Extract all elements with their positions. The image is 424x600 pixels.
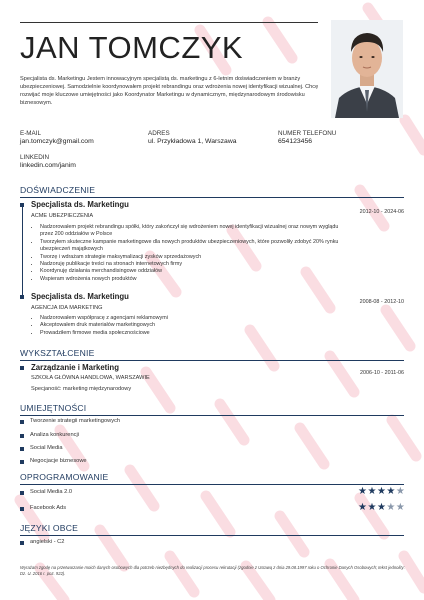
languages-rule [20, 535, 404, 536]
profile-photo [331, 20, 403, 118]
duty-item: • Wspieram wdrożenia nowych produktów [40, 276, 340, 283]
star-filled-icon: ★ [367, 502, 377, 513]
star-empty-icon: ★ [395, 502, 406, 513]
star-empty-icon: ★ [386, 502, 396, 513]
job-marker [20, 295, 24, 299]
skills-rule [20, 415, 404, 416]
skill-item: Social Media [30, 445, 63, 451]
education-marker [20, 366, 24, 370]
software-marker [20, 491, 24, 495]
email-label: E-MAIL [20, 130, 41, 137]
star-filled-icon: ★ [386, 486, 396, 497]
software-marker [20, 507, 24, 511]
software-heading: OPROGRAMOWANIE [20, 472, 109, 482]
job-company: AGENCJA IDA MARKETING [31, 305, 103, 311]
experience-heading: DOŚWIADCZENIE [20, 185, 96, 195]
job-dates: 2012-10 - 2024-06 [359, 209, 404, 215]
skill-marker [20, 460, 24, 464]
contact-address [148, 130, 237, 146]
education-title: Zarządzanie i Marketing [31, 363, 119, 372]
software-rule [20, 484, 404, 485]
education-school: SZKOŁA GŁÓWNA HANDLOWA, WARSZAWIE [31, 375, 150, 381]
phone-value[interactable]: 654123456 [278, 138, 313, 145]
job-company: ACME UBEZPIECZENIA [31, 213, 94, 219]
contact-linkedin [20, 154, 76, 170]
job-title: Specjalista ds. Marketingu [31, 292, 129, 301]
duty-item: • Nadzoruję publikacje treści na stronach internetowych firmy [40, 261, 340, 268]
contact-email [20, 130, 94, 146]
job-marker [20, 203, 24, 207]
education-specialty: Specjaność: marketing międzynarodowy [31, 386, 132, 392]
duty-item: • Prowadziłem firmowe media społecznościowe [40, 330, 340, 337]
language-item: angielski - C2 [30, 539, 65, 545]
software-item: Facebook Ads [30, 505, 67, 511]
languages-heading: JĘZYKI OBCE [20, 523, 79, 533]
candidate-name: JAN TOMCZYK [20, 30, 244, 65]
job-duties [31, 224, 340, 283]
star-filled-icon: ★ [358, 502, 368, 513]
address-label: ADRES [148, 130, 170, 137]
profile-summary: Specjalista ds. Marketingu Jestem innowacyjnym specjalistą ds. marketingu z 6-letnim doświadczeniem w branży ubezpieczeniowej. Samodzielnie koordynowałem projekt rebrandingu oraz wdrożenia nowej identyfikacji wizualnej. Chcę rozwijać moje kluczowe umiejętności jako Koordynator Marketingu w dynamicznym, międzynarodowym środowisku biznesowym. [20, 76, 319, 106]
address-value: ul. Przykładowa 1, Warszawa [148, 138, 237, 145]
contact-phone [278, 130, 336, 146]
gdpr-consent-clause: Wyrażam zgodę na przetwarzanie moich danych osobowych dla potrzeb niezbędnych do realizacji procesu rekrutacji (zgodnie z Ustawą z dnia 29.08.1997 roku o Ochronie Danych Osobowych; tekst jednolity: Dz. U. 2016 r. poz. 922). [20, 565, 405, 576]
duty-item: • Nadzorowałem współpracę z agencjami reklamowymi [40, 315, 340, 322]
linkedin-value[interactable]: linkedin.com/janim [20, 162, 76, 169]
experience-rule [20, 197, 404, 198]
star-filled-icon: ★ [358, 486, 368, 497]
phone-label: NUMER TELEFONU [278, 130, 337, 137]
star-filled-icon: ★ [376, 486, 387, 497]
education-dates: 2006-10 - 2011-06 [360, 370, 404, 376]
job-title: Specjalista ds. Marketingu [31, 200, 129, 209]
job-duties [31, 315, 340, 337]
duty-item: • Nadzorowałem projekt rebrandingu spółki, który zakończył się wdrożeniem nowej identyfikacji wizualnej oraz nowym wyglądu przez 200 oddziałów w Polsce [40, 224, 340, 239]
duty-item: • Akceptowałem druk materiałów marketingowych [40, 322, 340, 329]
skills-heading: UMIEJĘTNOŚCI [20, 403, 87, 413]
skill-marker [20, 447, 24, 451]
job-dates: 2008-08 - 2012-10 [359, 299, 404, 305]
software-rating [358, 487, 405, 497]
linkedin-label: LINKEDIN [20, 154, 50, 161]
star-filled-icon: ★ [376, 502, 387, 513]
timeline-line [22, 204, 23, 296]
skill-item: Tworzenie strategii marketingowych [30, 418, 121, 424]
skill-item: Analiza konkurencji [30, 432, 80, 438]
top-rule [20, 22, 318, 23]
education-rule [20, 360, 404, 361]
skill-marker [20, 420, 24, 424]
skill-item: Negocjacje biznesowe [30, 458, 87, 464]
language-marker [20, 541, 24, 545]
duty-item: • Koordynuję działania merchandisingowe oddziałów [40, 268, 340, 275]
email-value[interactable]: jan.tomczyk@gmail.com [20, 138, 94, 145]
duty-item: • Tworzę i wdrażam strategie maksymalizacji zysków sprzedażowych [40, 254, 340, 261]
star-empty-icon: ★ [395, 486, 406, 497]
duty-item: • Tworzyłem skuteczne kampanie marketingowe dla nowych produktów ubezpieczeniowych, które pozwoliły zdobyć 20% rynku ubezpieczeń majątkowych [40, 239, 340, 254]
skill-marker [20, 434, 24, 438]
star-filled-icon: ★ [367, 486, 377, 497]
software-rating [358, 503, 405, 513]
education-heading: WYKSZTAŁCENIE [20, 348, 95, 358]
software-item: Social Media 2.0 [30, 489, 73, 495]
